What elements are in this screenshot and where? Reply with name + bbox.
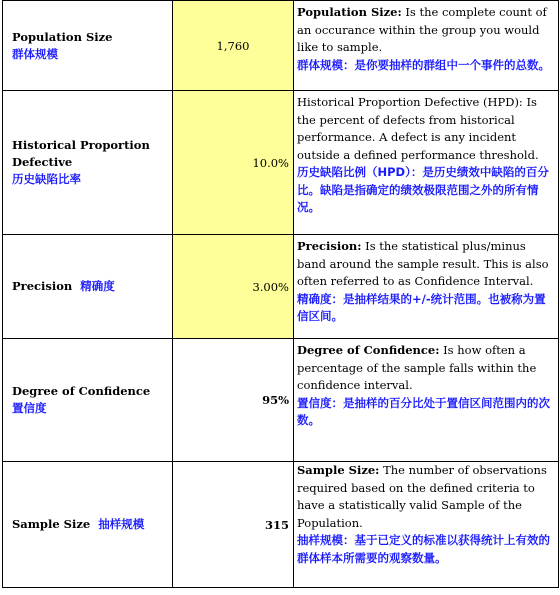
population-size-label-zh: 群体规模 [12,46,58,61]
population-size-label-en: Population Size [12,29,113,44]
confidence-label-en: Degree of Confidence [12,384,151,398]
sample-size-label-en: Sample Size [12,517,91,531]
hpd-desc-zh-term: 历史缺陷比例（HPD）： [297,165,423,179]
sample-size-label-zh: 抽样规模 [98,517,145,531]
confidence-label-zh: 置信度 [12,401,47,415]
population-size-input[interactable]: 1,760 [173,1,294,91]
precision-input[interactable]: 3.00% [173,235,294,339]
confidence-desc-zh-term: 置信度： [297,395,343,410]
row-population-size [3,1,559,91]
population-size-desc-term: Population Size: [297,5,402,19]
hpd-desc-zh-text: 是历史绩效中缺陷的百分比。缺陷是指确定的绩效极限范围之外的所有情况。 [297,165,549,214]
hpd-description [294,91,559,235]
hpd-desc-text: Historical Proportion Defective (HPD): Is the percent of defects from historical performance. A defect is any incident outside a defined performance threshold. [297,95,539,162]
population-size-desc-text: Is the complete count of an occurance within the group you would like to sample. [297,5,547,54]
sample-size-value: 315 [173,462,294,588]
sample-size-label [3,462,173,588]
hpd-label-en: Historical Proportion Defective [12,138,150,169]
precision-description [294,235,559,339]
population-size-label [3,1,173,91]
confidence-desc-term: Degree of Confidence: [297,343,440,357]
sample-size-calculator-table [2,0,559,588]
hpd-label-zh: 历史缺陷比率 [12,172,81,186]
confidence-value: 95% [173,339,294,462]
row-sample-size [3,462,559,588]
precision-desc-term: Precision: [297,239,362,253]
row-precision [3,235,559,339]
hpd-label [3,91,173,235]
row-historical-proportion-defective [3,91,559,235]
population-size-desc-zh-term: 群体规模： [297,57,355,72]
population-size-desc-zh-text: 是你要抽样的群组中一个事件的总数。 [354,57,550,72]
confidence-desc-text: Is how often a percentage of the sample falls within the confidence interval. [297,343,537,392]
precision-desc-zh-text: 是抽样结果的+/-统计范围。也被称为置信区间。 [297,291,546,323]
confidence-label [3,339,173,462]
sample-size-desc-zh-term: 抽样规模： [297,533,355,547]
precision-label-en: Precision [12,279,73,293]
population-size-description [294,1,559,91]
sample-size-desc-zh-text: 基于已定义的标准以获得统计上有效的群体样本所需要的观察数量。 [297,533,550,565]
precision-desc-zh-term: 精确度： [297,291,343,306]
precision-label [3,235,173,339]
hpd-input[interactable]: 10.0% [173,91,294,235]
sample-size-desc-text: The number of observations required based on the defined criteria to have a statistically valid Sample of the Population. [297,463,547,530]
sample-size-desc-term: Sample Size: [297,463,380,477]
sample-size-description [294,462,559,588]
confidence-desc-zh-text: 是抽样的百分比处于置信区间范围内的次数。 [297,395,550,427]
row-degree-of-confidence [3,339,559,462]
precision-label-zh: 精确度 [80,279,115,293]
precision-desc-text: Is the statistical plus/minus band around the sample result. This is also often referred to as Confidence Interval. [297,239,549,288]
confidence-description [294,339,559,462]
